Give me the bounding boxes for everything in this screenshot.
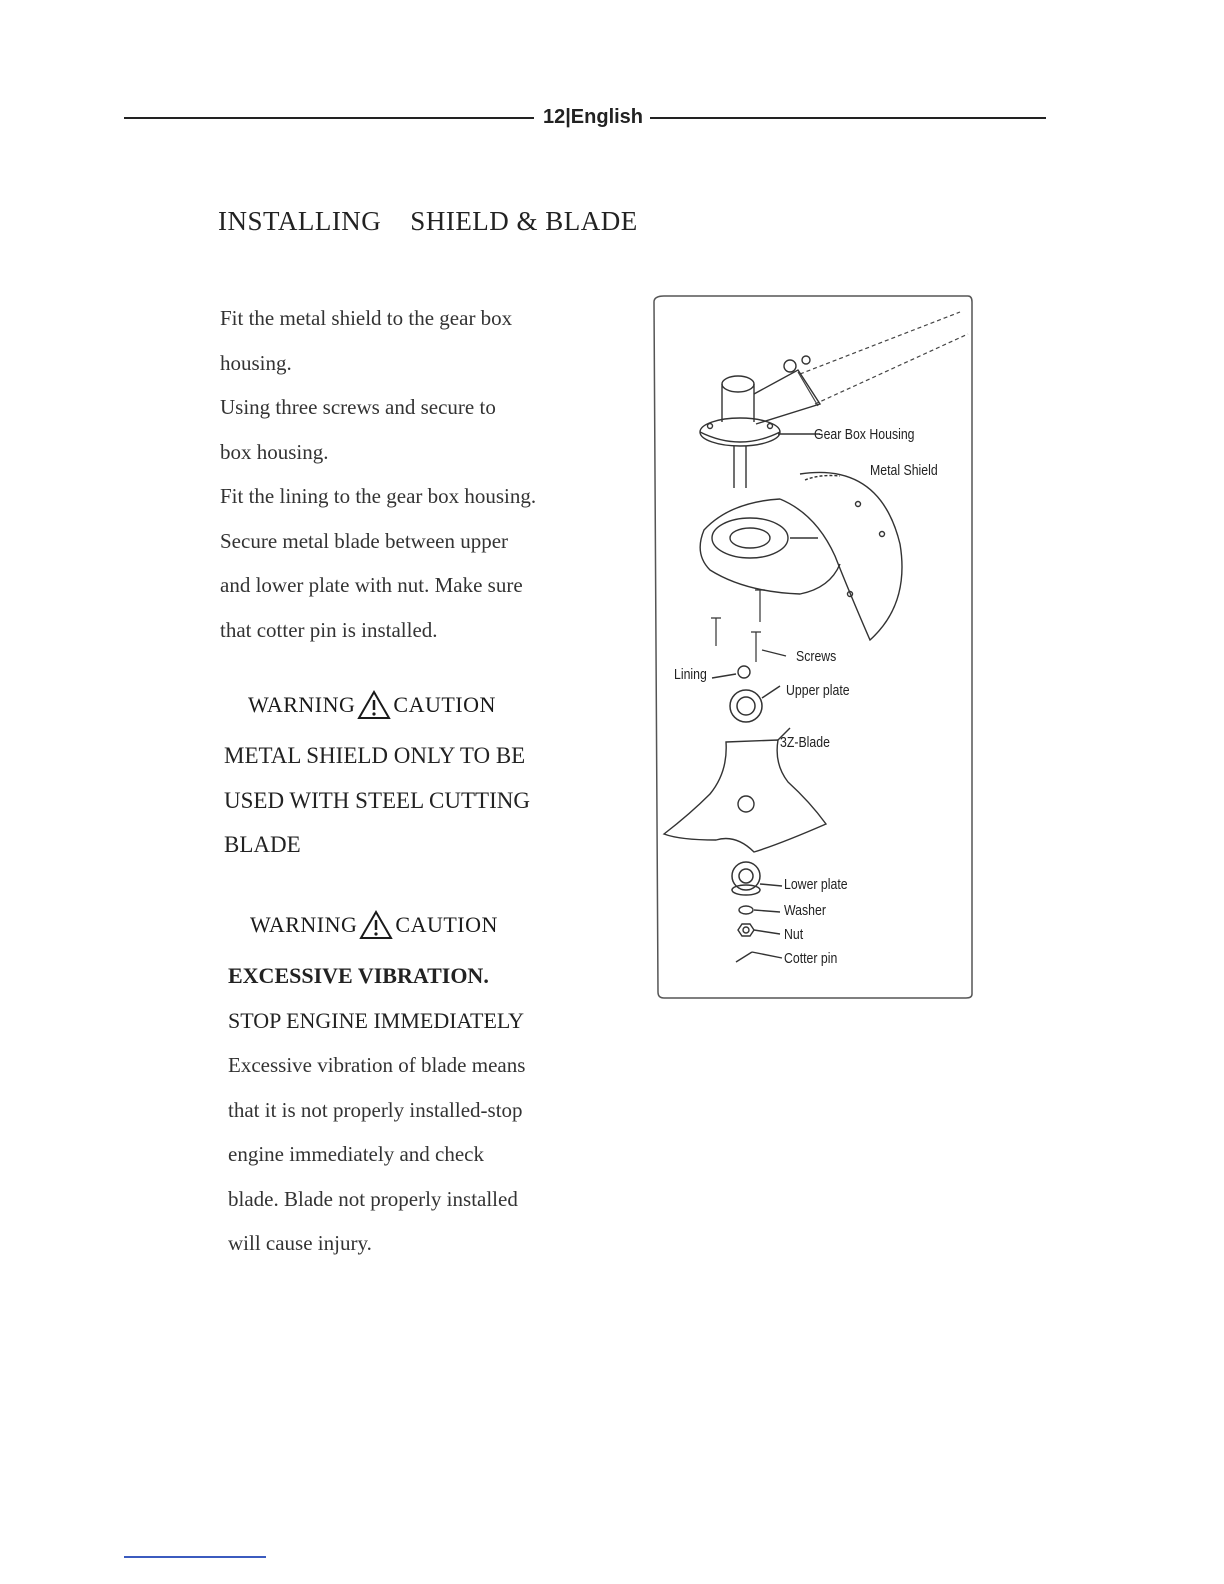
warning-word: WARNING (248, 692, 356, 717)
nut-part (738, 924, 780, 936)
label-metal-shield: Metal Shield (870, 462, 938, 479)
label-blade: 3Z-Blade (780, 734, 830, 751)
warning-line: blade. Blade not properly installed (228, 1186, 518, 1211)
instruction-line: Secure metal blade between upper (220, 528, 509, 553)
warning-1-text (224, 734, 644, 868)
warning-line: Excessive vibration of blade means (228, 1053, 526, 1077)
warning-line: will cause injury. (228, 1231, 372, 1255)
label-nut: Nut (784, 926, 804, 943)
metal-shield-part (700, 472, 902, 640)
warning-word: WARNING (250, 912, 358, 937)
lining-part (712, 666, 750, 678)
page-header (124, 104, 1046, 132)
lower-plate-part (732, 862, 782, 895)
label-upper-plate: Upper plate (786, 682, 850, 699)
warning-bold-line: EXCESSIVE VIBRATION. (228, 963, 489, 988)
instruction-line: that cotter pin is installed. (220, 617, 438, 642)
instruction-line: Fit the lining to the gear box housing. (220, 484, 537, 508)
warning-line: METAL SHIELD ONLY TO BE (224, 743, 526, 768)
warning-heading-1 (248, 690, 496, 720)
screws-part (711, 590, 786, 662)
header-rule-right (650, 117, 1046, 119)
instruction-line: housing. (220, 350, 292, 375)
warning-line: that it is not properly installed-stop (228, 1097, 523, 1122)
exploded-diagram (650, 294, 976, 1000)
caution-word: CAUTION (395, 912, 498, 937)
footer-rule (124, 1556, 266, 1558)
shaft-tube (798, 312, 968, 406)
warning-line: engine immediately and check (228, 1142, 484, 1166)
instruction-line: Fit the metal shield to the gear box (220, 306, 513, 330)
label-lower-plate: Lower plate (784, 876, 848, 893)
instruction-line: box housing. (220, 439, 329, 464)
cotter-pin-part (736, 952, 782, 962)
warning-heading-2 (250, 910, 498, 940)
washer-part (739, 906, 780, 914)
gear-box-housing-part (700, 356, 820, 488)
warning-line: USED WITH STEEL CUTTING (224, 787, 530, 813)
warning-2-text (228, 954, 648, 1266)
warning-line: STOP ENGINE IMMEDIATELY (228, 1007, 525, 1033)
caution-word: CAUTION (393, 692, 496, 717)
instructions (220, 296, 640, 652)
warning-triangle-icon (359, 910, 393, 940)
label-cotter-pin: Cotter pin (784, 950, 838, 967)
diagram-drawing (650, 294, 976, 1000)
label-washer: Washer (784, 902, 826, 919)
label-gear-box-housing: Gear Box Housing (814, 426, 915, 443)
instruction-line: Using three screws and secure to (220, 395, 496, 419)
warning-line: BLADE (224, 832, 301, 857)
instruction-line: and lower plate with nut. Make sure (220, 573, 523, 597)
label-lining: Lining (674, 666, 707, 683)
upper-plate-part (730, 686, 780, 722)
section-title: INSTALLING SHIELD & BLADE (218, 206, 638, 236)
header-rule-left (124, 117, 534, 119)
label-screws: Screws (796, 648, 837, 665)
warning-triangle-icon (357, 690, 391, 720)
page-number-label: 12|English (542, 106, 644, 128)
